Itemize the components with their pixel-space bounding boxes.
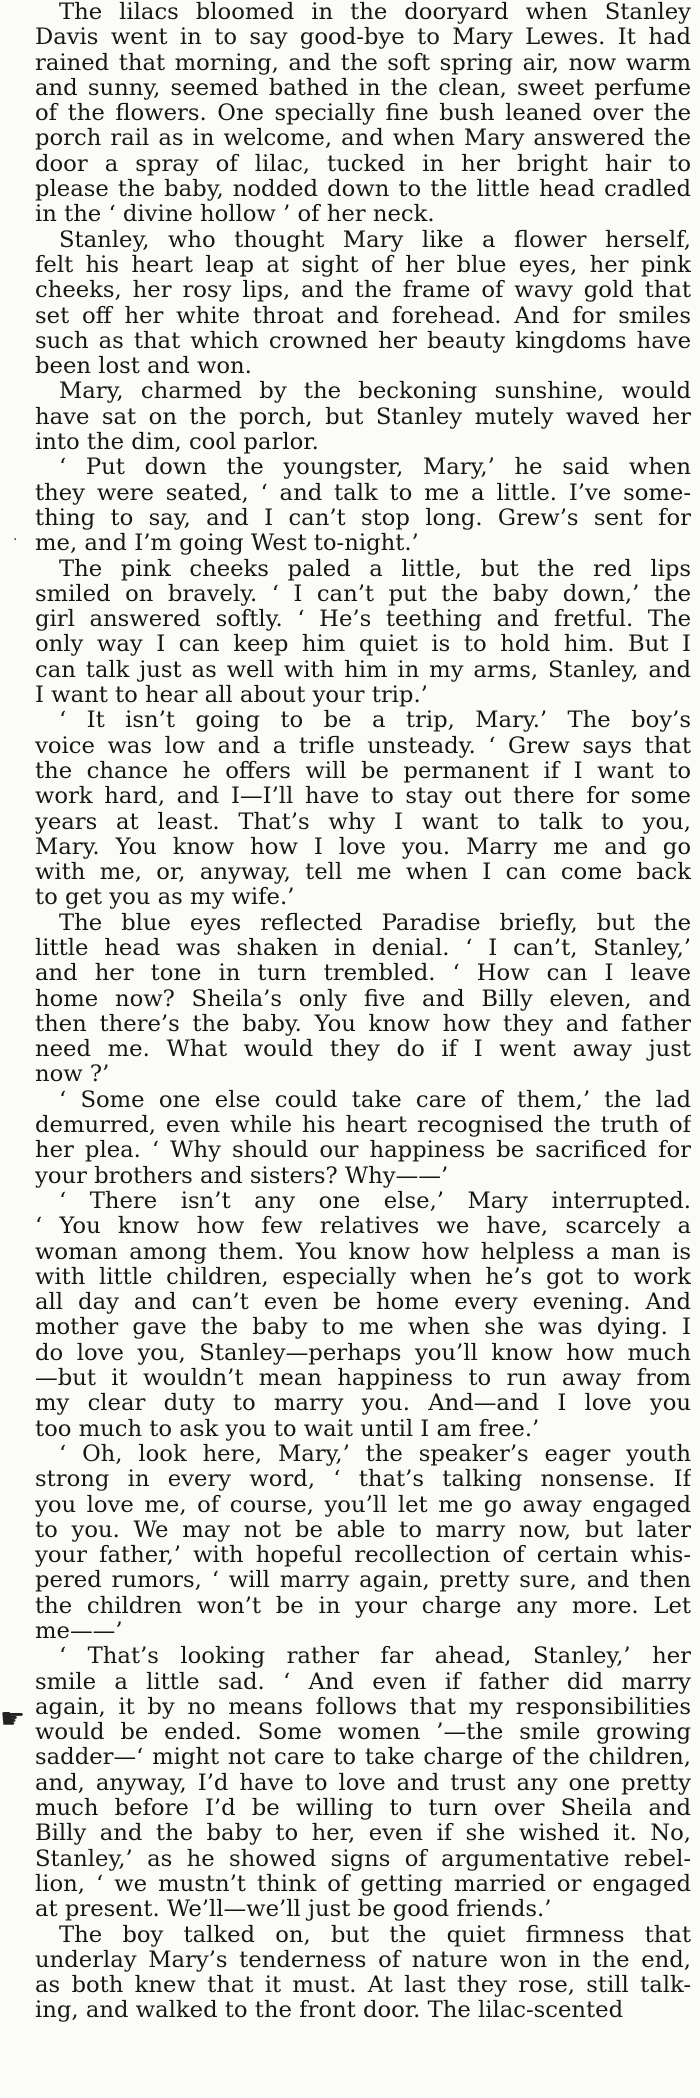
paragraph [35, 379, 691, 455]
text-line: The pink cheeks paled a little, but the red lips [59, 556, 691, 582]
text-line: Davis went in to say good-bye to Mary Lewes. It had [35, 25, 691, 51]
margin-tick-mark: · [13, 532, 18, 548]
text-line: you love me, of course, you’ll let me go away engaged [35, 1492, 691, 1518]
text-line: and sunny, seemed bathed in the clean, sweet perfume [35, 75, 691, 101]
text-line: all day and can’t even be home every evening. And [35, 1290, 691, 1316]
text-line: the chance he offers will be permanent if I want to [35, 758, 691, 784]
text-line: lion, ‘ we mustn’t think of getting married or engaged [35, 1871, 691, 1897]
text-line: thing to say, and I can’t stop long. Grew’s sent for [35, 505, 691, 531]
text-line: voice was low and a trifle unsteady. ‘ Grew says that [35, 733, 691, 759]
text-line: the children won’t be in your charge any more. Let [35, 1593, 691, 1619]
text-line: into the dim, cool parlor. [35, 430, 319, 456]
text-line: ‘ There isn’t any one else,’ Mary interrupted. [59, 1188, 691, 1214]
text-line: The lilacs bloomed in the dooryard when Stanley [59, 0, 691, 25]
paragraph [35, 1644, 691, 1922]
text-line: cheeks, her rosy lips, and the frame of wavy gold that [35, 278, 691, 304]
text-line: and, anyway, I’d have to love and trust any one pretty [35, 1770, 691, 1796]
text-line: with little children, especially when he’s got to work [35, 1264, 691, 1290]
text-line: pered rumors, ‘ will marry again, pretty sure, and then [35, 1568, 691, 1594]
text-line: set off her white throat and forehead. And for smiles [35, 303, 691, 329]
paragraph [35, 1088, 691, 1189]
text-line: as both knew that it must. At last they rose, still talk- [35, 1973, 691, 1999]
paragraph [35, 1442, 691, 1644]
article-body [35, 0, 691, 2024]
text-line: your brothers and sisters? Why——’ [35, 1163, 449, 1189]
text-line: need me. What would they do if I went away just [35, 1037, 691, 1063]
text-line: with me, or, anyway, tell me when I can come back [35, 860, 691, 886]
text-line: girl answered softly. ‘ He’s teething and fretful. The [35, 607, 691, 633]
paragraph [35, 1923, 691, 2024]
paragraph [35, 228, 691, 380]
text-line: such as that which crowned her beauty kingdoms have [35, 328, 691, 354]
paragraph [35, 708, 691, 910]
text-line: me, and I’m going West to-night.’ [35, 531, 419, 557]
text-line: and her tone in turn trembled. ‘ How can I leave [35, 961, 691, 987]
text-line: please the baby, nodded down to the little head cradled [35, 177, 691, 203]
paragraph [35, 0, 691, 228]
text-line: The blue eyes reflected Paradise briefly, but the [59, 910, 691, 936]
text-line: mother gave the baby to me when she was dying. I [35, 1315, 691, 1341]
text-line: work hard, and I—I’ll have to stay out there for some [35, 784, 691, 810]
text-line: felt his heart leap at sight of her blue eyes, her pink [35, 252, 691, 278]
text-line: her plea. ‘ Why should our happiness be sacrificed for [35, 1138, 691, 1164]
text-line: years at least. That’s why I want to talk to you, [35, 809, 691, 835]
text-line: Mary, charmed by the beckoning sunshine, would [59, 379, 691, 405]
text-line: to get you as my wife.’ [35, 885, 295, 911]
text-line: to you. We may not be able to marry now, but later [35, 1517, 691, 1543]
text-line: —but it wouldn’t mean happiness to run away from [35, 1366, 691, 1392]
text-line: now ?’ [35, 1062, 110, 1088]
text-line: do love you, Stanley—perhaps you’ll know how much [35, 1340, 691, 1366]
pointing-hand-icon: ☛ [0, 1702, 26, 1735]
paragraph [35, 455, 691, 556]
text-line: sadder—‘ might not care to take charge of the children, [35, 1745, 691, 1771]
text-line: in the ‘ divine hollow ’ of her neck. [35, 202, 435, 228]
text-line: ‘ That’s looking rather far ahead, Stanley,’ her [59, 1644, 691, 1670]
text-line: have sat on the porch, but Stanley mutely waved her [35, 404, 691, 430]
paragraph [35, 1189, 691, 1442]
text-line: underlay Mary’s tenderness of nature won in the end, [35, 1947, 691, 1973]
text-line: been lost and won. [35, 354, 252, 380]
text-line: little head was shaken in denial. ‘ I can’t, Stanley,’ [35, 935, 691, 961]
text-line: ‘ It isn’t going to be a trip, Mary.’ The boy’s [59, 708, 691, 734]
text-line: door a spray of lilac, tucked in her bright hair to [35, 151, 691, 177]
text-line: me——’ [35, 1619, 123, 1644]
text-line: demurred, even while his heart recognised the truth of [35, 1113, 691, 1139]
text-line: would be ended. Some women ’—the smile growing [35, 1720, 691, 1746]
text-line: of the flowers. One specially fine bush leaned over the [35, 101, 691, 127]
paragraph [35, 911, 691, 1088]
text-line: Mary. You know how I love you. Marry me and go [35, 834, 691, 860]
text-line: rained that morning, and the soft spring air, now warm [35, 50, 691, 76]
text-line: ‘ You know how few relatives we have, scarcely a [35, 1214, 691, 1240]
text-line: smile a little sad. ‘ And even if father did marry [35, 1669, 691, 1695]
text-line: your father,’ with hopeful recollection of certain whis- [35, 1543, 691, 1569]
text-line: my clear duty to marry you. And—and I love you [35, 1391, 691, 1417]
text-line: they were seated, ‘ and talk to me a little. I’ve some- [35, 480, 691, 506]
text-line: Stanley, who thought Mary like a flower herself, [59, 227, 691, 253]
text-line: ing, and walked to the front door. The lilac-scented [35, 1998, 624, 2024]
text-line: home now? Sheila’s only five and Billy eleven, and [35, 986, 691, 1012]
text-line: Billy and the baby to her, even if she wished it. No, [35, 1821, 691, 1847]
text-line: woman among them. You know how helpless a man is [35, 1239, 691, 1265]
text-line: porch rail as in welcome, and when Mary answered the [35, 126, 691, 152]
text-line: ‘ Some one else could take care of them,’ the lad [59, 1087, 691, 1113]
text-line: ‘ Oh, look here, Mary,’ the speaker’s eager youth [59, 1441, 691, 1467]
text-line: smiled on bravely. ‘ I can’t put the baby down,’ the [35, 581, 691, 607]
text-line: much before I’d be willing to turn over Sheila and [35, 1796, 691, 1822]
text-line: can talk just as well with him in my arms, Stanley, and [35, 657, 691, 683]
text-line: The boy talked on, but the quiet firmness that [59, 1922, 691, 1948]
text-line: ‘ Put down the youngster, Mary,’ he said when [59, 455, 691, 481]
text-line: again, it by no means follows that my responsibilities [35, 1694, 691, 1720]
text-line: I want to hear all about your trip.’ [35, 683, 428, 709]
paragraph [35, 557, 691, 709]
text-line: Stanley,’ as he showed signs of argumentative rebel- [35, 1846, 691, 1872]
text-line: at present. We’ll—we’ll just be good friends.’ [35, 1897, 552, 1923]
text-line: strong in every word, ‘ that’s talking nonsense. If [35, 1467, 691, 1493]
text-line: only way I can keep him quiet is to hold him. But I [35, 632, 691, 658]
text-line: then there’s the baby. You know how they and father [35, 1011, 691, 1037]
text-line: too much to ask you to wait until I am free.’ [35, 1416, 540, 1442]
